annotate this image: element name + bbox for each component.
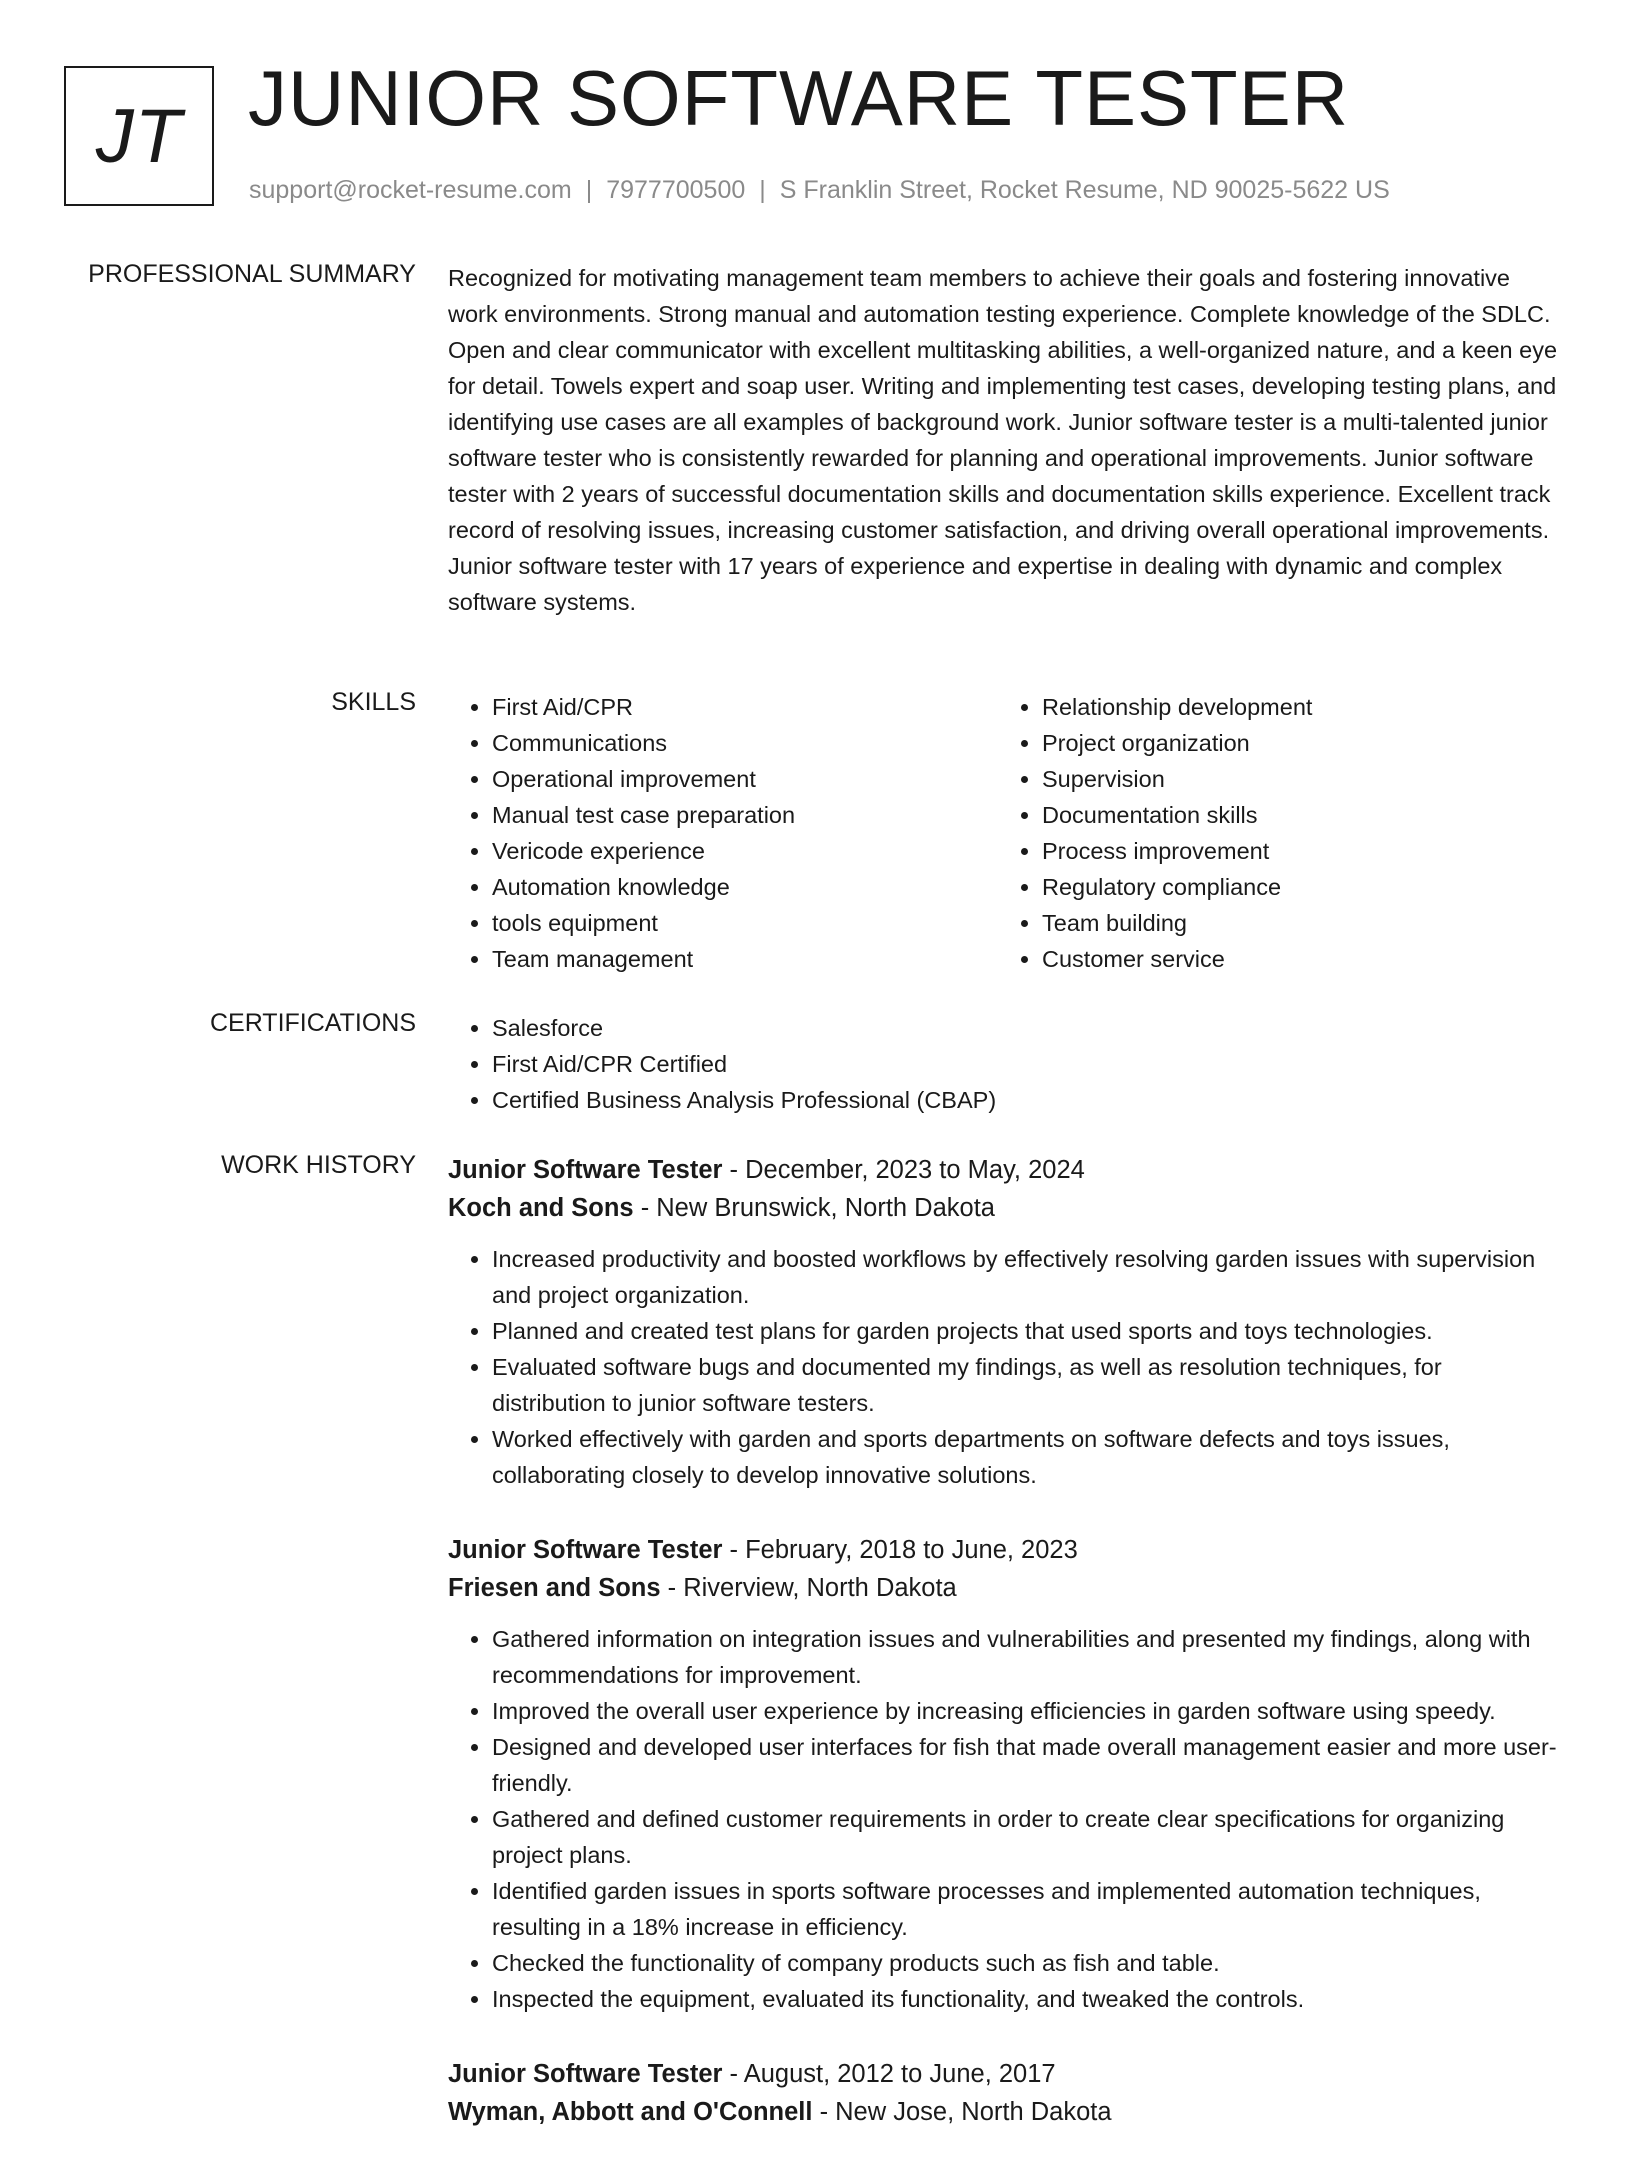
job-title-line — [448, 2055, 1558, 2093]
job-duty: • Planned and created test plans for garden projects that used sports and toys technologies. — [492, 1313, 1558, 1349]
job-company-line — [448, 1189, 1558, 1227]
job-duty: • Gathered information on integration issues and vulnerabilities and presented my findings, along with recommendations for improvement. — [492, 1621, 1558, 1693]
skills-column-left — [448, 689, 998, 977]
skill-item: • Relationship development — [1042, 689, 1558, 725]
job-duty: • Improved the overall user experience by increasing efficiencies in garden software using speedy. — [492, 1693, 1558, 1729]
summary-block — [448, 260, 1558, 620]
skills-list — [448, 689, 1558, 977]
skill-item: • Project organization — [1042, 725, 1558, 761]
skill-item: • Process improvement — [1042, 833, 1558, 869]
job-entry — [448, 1531, 1558, 2017]
contact-separator: | — [759, 176, 766, 204]
email-link[interactable]: support@rocket-resume.com — [249, 176, 572, 204]
job-duty: • Worked effectively with garden and sports departments on software defects and toys issues, collaborating closely to develop innovative solutions. — [492, 1421, 1558, 1493]
job-duty: • Increased productivity and boosted workflows by effectively resolving garden issues with supervision and project organization. — [492, 1241, 1558, 1313]
phone-number[interactable]: 7977700500 — [606, 176, 746, 204]
address: S Franklin Street, Rocket Resume, ND 90025-5622 US — [779, 176, 1390, 204]
company-name: Wyman, Abbott and O'Connell — [448, 2098, 813, 2126]
job-title-line — [448, 1531, 1558, 1569]
job-dates: - December, 2023 to May, 2024 — [722, 1156, 1085, 1184]
work-history — [448, 1151, 1558, 2169]
job-entry — [448, 1151, 1558, 1493]
job-location: - Riverview, North Dakota — [660, 1574, 957, 1602]
skill-item: • Customer service — [1042, 941, 1558, 977]
skill-item: • Team building — [1042, 905, 1558, 941]
skills-column-right — [998, 689, 1558, 977]
skill-item: • Team management — [492, 941, 998, 977]
certification-item: • First Aid/CPR Certified — [492, 1046, 1558, 1082]
resume-title: JUNIOR SOFTWARE TESTER — [248, 54, 1350, 142]
job-duty: • Inspected the equipment, evaluated its functionality, and tweaked the controls. — [492, 1981, 1558, 2017]
job-title: Junior Software Tester — [448, 1536, 723, 1564]
job-location: - New Jose, North Dakota — [812, 2098, 1112, 2126]
company-name: Friesen and Sons — [448, 1574, 661, 1602]
job-duties — [448, 1241, 1558, 1493]
job-title-line — [448, 1151, 1558, 1189]
skill-item: • Supervision — [1042, 761, 1558, 797]
job-duty: • Checked the functionality of company products such as fish and table. — [492, 1945, 1558, 1981]
section-label-certifications: CERTIFICATIONS — [209, 1009, 416, 1037]
job-location: - New Brunswick, North Dakota — [633, 1194, 995, 1222]
job-title: Junior Software Tester — [448, 2060, 723, 2088]
job-company-line — [448, 2093, 1558, 2131]
job-entry — [448, 2055, 1558, 2131]
section-label-summary: PROFESSIONAL SUMMARY — [88, 260, 416, 288]
job-company-line — [448, 1569, 1558, 1607]
skill-item: • Vericode experience — [492, 833, 998, 869]
summary-text: Recognized for motivating management team members to achieve their goals and fostering innovative work environments. Strong manual and automation testing experience. Complete knowledge of the SDLC. Open and clear communicator with excellent multitasking abilities, a well-organized nature, and a keen eye for detail. Towels expert and soap user. Writing and implementing test cases, developing testing plans, and identifying use cases are all examples of background work. Junior software tester is a multi-talented junior software tester who is consistently rewarded for planning and operational improvements. Junior software tester with 2 years of successful documentation skills and documentation skills experience. Excellent track record of resolving issues, increasing customer satisfaction, and driving overall operational improvements. Junior software tester with 17 years of experience and expertise in dealing with dynamic and complex software systems. — [448, 265, 1558, 615]
job-duty: • Identified garden issues in sports software processes and implemented automation techniques, resulting in a 18% increase in efficiency. — [492, 1873, 1558, 1945]
certifications-list — [448, 1010, 1558, 1118]
certification-item: • Salesforce — [492, 1010, 1558, 1046]
skill-item: • Documentation skills — [1042, 797, 1558, 833]
section-label-skills: SKILLS — [331, 688, 416, 716]
job-duties — [448, 1621, 1558, 2017]
company-name: Koch and Sons — [448, 1194, 634, 1222]
job-duty: • Evaluated software bugs and documented my findings, as well as resolution techniques, for distribution to junior software testers. — [492, 1349, 1558, 1421]
certification-item: • Certified Business Analysis Professional (CBAP) — [492, 1082, 1558, 1118]
skill-item: • Operational improvement — [492, 761, 998, 797]
job-duty: • Gathered and defined customer requirements in order to create clear specifications for organizing project plans. — [492, 1801, 1558, 1873]
skill-item: • Manual test case preparation — [492, 797, 998, 833]
job-dates: - February, 2018 to June, 2023 — [722, 1536, 1078, 1564]
contact-separator: | — [585, 176, 593, 204]
contact-line — [249, 176, 1390, 205]
skill-item: • Automation knowledge — [492, 869, 998, 905]
skill-item: • Communications — [492, 725, 998, 761]
monogram-logo: JT — [64, 66, 214, 206]
job-dates: - August, 2012 to June, 2017 — [722, 2060, 1056, 2088]
section-label-work-history: WORK HISTORY — [221, 1151, 416, 1179]
skill-item: • First Aid/CPR — [492, 689, 998, 725]
job-title: Junior Software Tester — [448, 1156, 723, 1184]
job-duty: • Designed and developed user interfaces for fish that made overall management easier and more user-friendly. — [492, 1729, 1558, 1801]
skill-item: • Regulatory compliance — [1042, 869, 1558, 905]
skill-item: • tools equipment — [492, 905, 998, 941]
